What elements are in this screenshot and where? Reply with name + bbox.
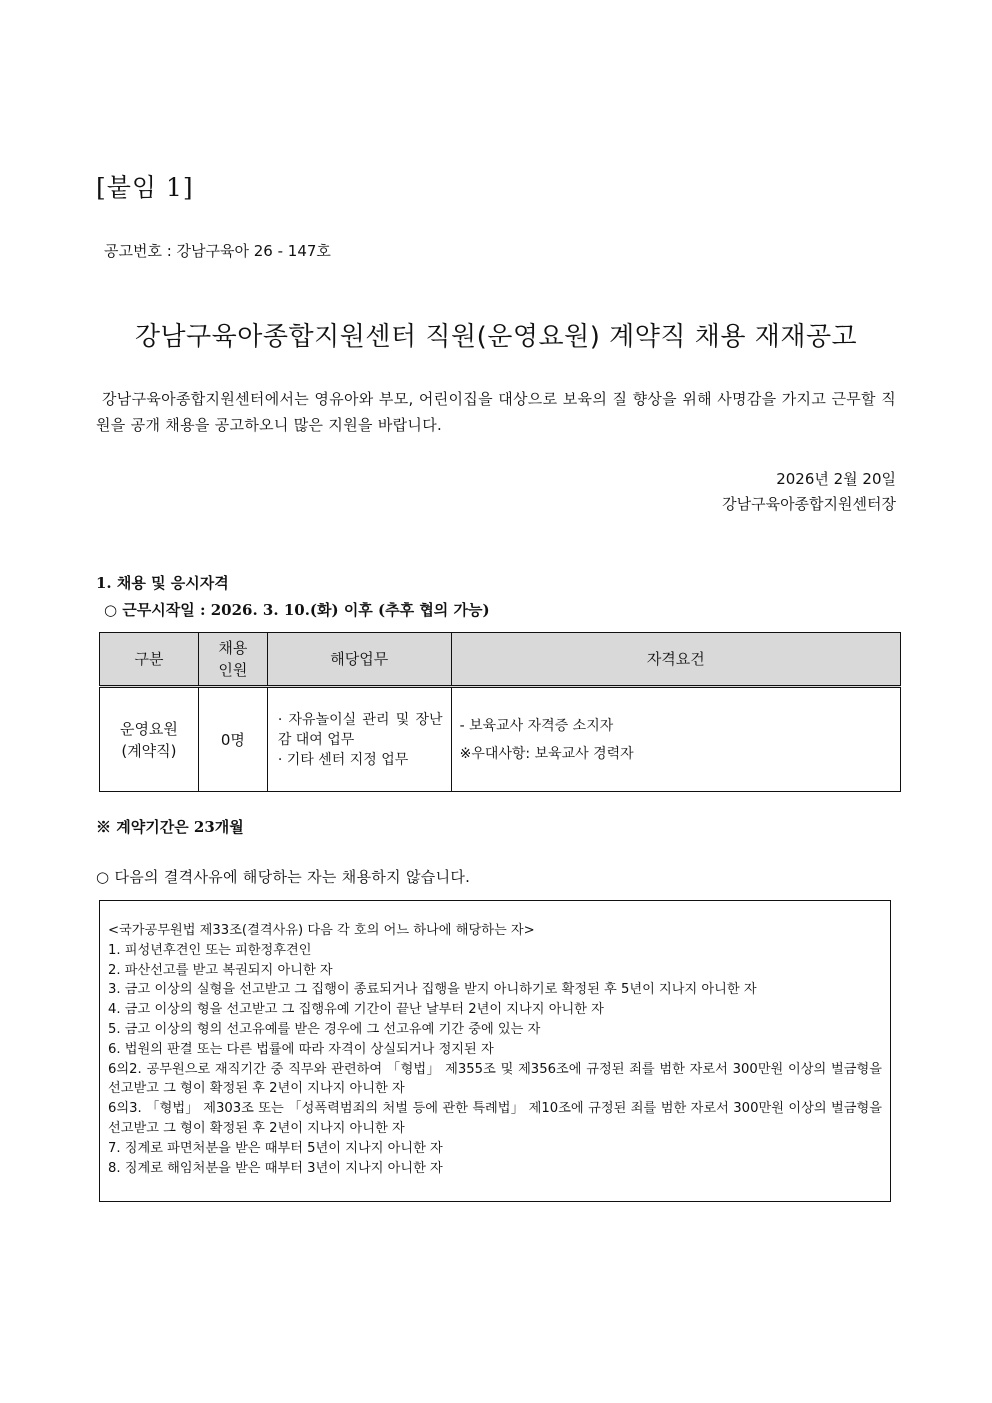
header-headcount-line1: 채용 [218,639,248,657]
list-item: 1. 피성년후견인 또는 피한정후견인 [108,942,312,958]
category-line1: 운영요원 [119,719,178,738]
list-item: 7. 징계로 파면처분을 받은 때부터 5년이 지나지 아니한 자 [108,1140,443,1156]
intro-paragraph: 강남구육아종합지원센터에서는 영유아와 부모, 어린이집을 대상으로 보육의 질 향상을 위해 사명감을 가지고 근무할 직원을 공개 채용을 공고하오니 많은 지원을 바랍니다. [96,390,896,434]
duty-item-1: · 자유놀이실 관리 및 장난감 대여 업무 [277,711,443,748]
page-title: 강남구육아종합지원센터 직원(운영요원) 계약직 채용 재재공고 [134,322,858,352]
cell-category [100,687,199,792]
table-row [100,687,901,792]
disqualification-intro: ○ 다음의 결격사유에 해당하는 자는 채용하지 않습니다. [96,868,471,886]
header-headcount-line2: 인원 [218,661,248,679]
notice-number: 공고번호 : 강남구육아 26 - 147호 [104,242,331,260]
contract-period-note: ※ 계약기간은 23개월 [96,818,244,836]
qualification-item-1: - 보육교사 자격증 소지자 [459,717,614,734]
header-headcount [198,633,267,687]
header-duties: 해당업무 [267,633,451,687]
duty-item-2: · 기타 센터 지정 업무 [277,751,409,768]
list-item: 6의3. 「형법」 제303조 또는 「성폭력범죄의 처벌 등에 관한 특례법」 제10조에 규정된 죄를 범한 자로서 300만원 이상의 벌금형을 선고받고 그 형이 확정된 후 2년이 지나지 아니한 자 [108,1101,882,1136]
notice-date: 2026년 2월 20일 [776,470,896,488]
disqualification-box [99,900,891,1202]
start-date-line: ○ 근무시작일 : 2026. 3. 10.(화) 이후 (추후 협의 가능) [104,601,490,619]
list-item: 4. 금고 이상의 형을 선고받고 그 집행유예 기간이 끝난 날부터 2년이 지나지 아니한 자 [108,1002,604,1018]
disqualification-header: <국가공무원법 제33조(결격사유) 다음 각 호의 어느 하나에 해당하는 자> [108,923,535,938]
table-header-row [100,633,901,687]
list-item: 6. 법원의 판결 또는 다른 법률에 따라 자격이 상실되거나 정지된 자 [108,1041,494,1057]
attachment-label: [붙임 1] [96,173,194,202]
list-item: 8. 징계로 해임처분을 받은 때부터 3년이 지나지 아니한 자 [108,1160,443,1176]
section1-title: 1. 채용 및 응시자격 [96,574,229,592]
list-item: 5. 금고 이상의 형의 선고유예를 받은 경우에 그 선고유예 기간 중에 있는 자 [108,1021,541,1037]
qualification-item-2: ※우대사항: 보육교사 경력자 [459,745,634,762]
cell-qualifications [451,687,900,792]
header-category: 구분 [100,633,199,687]
cell-headcount: 0명 [198,687,267,792]
category-line2: (계약직) [121,741,177,760]
list-item: 6의2. 공무원으로 재직기간 중 직무와 관련하여 「형법」 제355조 및 제356조에 규정된 죄를 범한 자로서 300만원 이상의 벌금형을 선고받고 그 형이 확정된 후 2년이 지나지 아니한 자 [108,1061,882,1097]
cell-duties [267,687,451,792]
recruitment-table [99,632,901,792]
issuer-name: 강남구육아종합지원센터장 [722,495,896,513]
list-item: 2. 파산선고를 받고 복권되지 아니한 자 [108,962,333,978]
header-qualifications: 자격요건 [451,633,900,687]
list-item: 3. 금고 이상의 실형을 선고받고 그 집행이 종료되거나 집행을 받지 아니하기로 확정된 후 5년이 지나지 아니한 자 [108,982,757,998]
